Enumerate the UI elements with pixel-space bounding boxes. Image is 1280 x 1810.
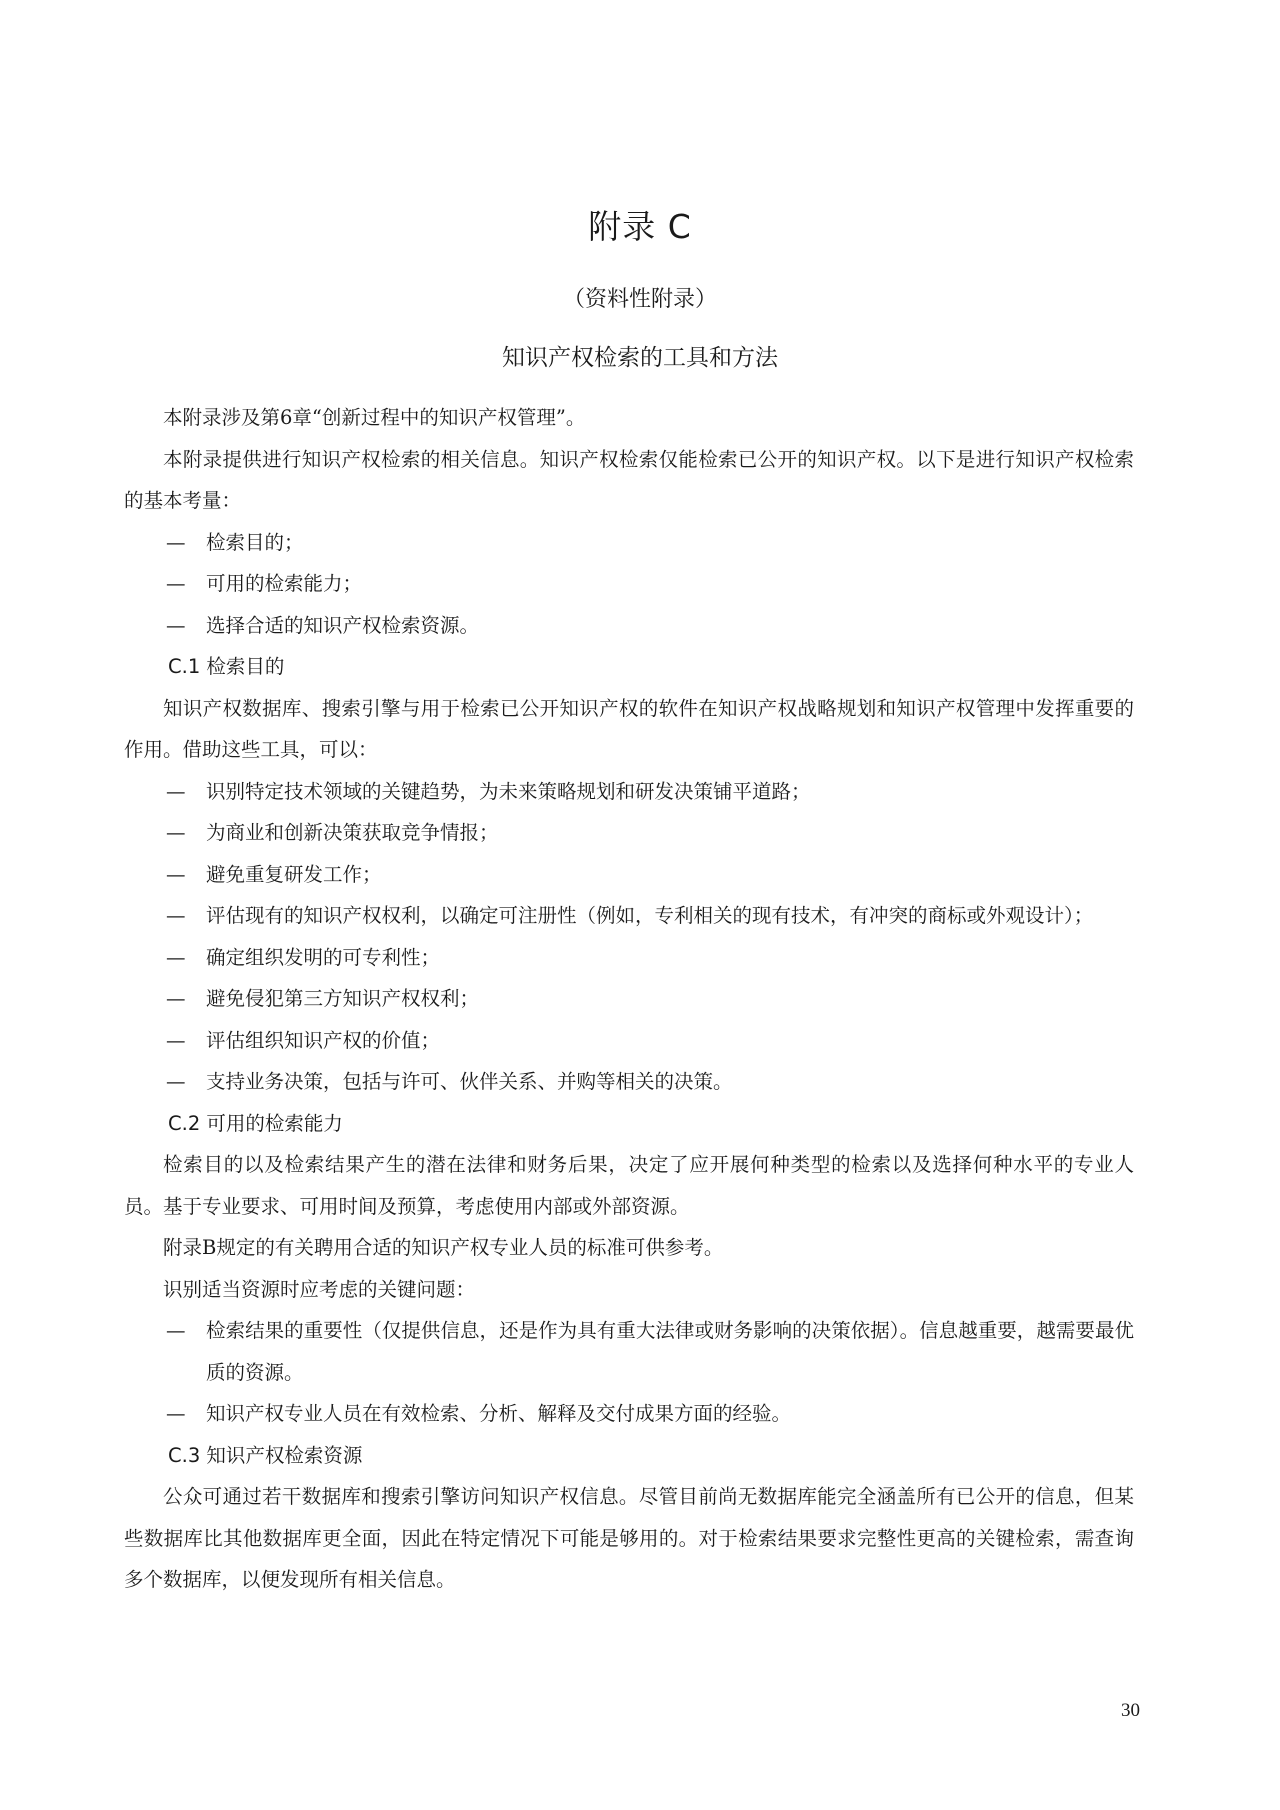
list-item: — 为商业和创新决策获取竞争情报； [166, 821, 499, 844]
list-item: — 检索结果的重要性（仅提供信息，还是作为具有重大法律或财务影响的决策依据）。信息越重要，越需要最优质的资源。 [166, 1319, 1134, 1384]
page-number: 30 [1121, 1700, 1140, 1721]
list-item: — 确定组织发明的可专利性； [166, 945, 441, 969]
c2-paragraph-2: 附录B规定的有关聘用合适的知识产权专业人员的标准可供参考。 [163, 1236, 724, 1259]
document-body [124, 397, 1134, 1601]
section-heading-c3: C.3 知识产权检索资源 [168, 1443, 363, 1467]
list-item: — 支持业务决策，包括与许可、伙伴关系、并购等相关的决策。 [166, 1070, 733, 1093]
list-item: — 检索目的； [166, 530, 304, 554]
list-item: — 知识产权专业人员在有效检索、分析、解释及交付成果方面的经验。 [166, 1402, 792, 1425]
list-item: — 选择合适的知识产权检索资源。 [166, 613, 480, 637]
intro-paragraph-1: 本附录涉及第6章“创新过程中的知识产权管理”。 [163, 406, 586, 429]
c3-paragraph: 公众可通过若干数据库和搜索引擎访问知识产权信息。尽管目前尚无数据库能完全涵盖所有已公开的信息，但某些数据库比其他数据库更全面，因此在特定情况下可能是够用的。对于检索结果要求完整性更高的关键检索，需查询多个数据库，以便发现所有相关信息。 [124, 1485, 1134, 1591]
list-item: — 识别特定技术领域的关键趋势，为未来策略规划和研发决策铺平道路； [166, 779, 811, 803]
section-heading-c1: C.1 检索目的 [168, 655, 285, 678]
list-item: — 评估组织知识产权的价值； [166, 1028, 441, 1052]
section-heading-c2: C.2 可用的检索能力 [168, 1111, 343, 1135]
intro-paragraph-2: 本附录提供进行知识产权检索的相关信息。知识产权检索仅能检索已公开的知识产权。以下是进行知识产权检索的基本考量： [124, 447, 1134, 512]
appendix-title: 附录 C [588, 207, 692, 246]
list-item: — 避免重复研发工作； [166, 862, 382, 886]
c2-paragraph-3: 识别适当资源时应考虑的关键问题： [163, 1277, 476, 1301]
c1-paragraph: 知识产权数据库、搜索引擎与用于检索已公开知识产权的软件在知识产权战略规划和知识产权管理中发挥重要的作用。借助这些工具，可以： [124, 696, 1134, 761]
appendix-subtitle: （资料性附录） [562, 287, 717, 312]
c2-paragraph-1: 检索目的以及检索结果产生的潜在法律和财务后果，决定了应开展何种类型的检索以及选择何种水平的专业人员。基于专业要求、可用时间及预算，考虑使用内部或外部资源。 [124, 1153, 1134, 1218]
appendix-heading: 知识产权检索的工具和方法 [502, 345, 778, 371]
list-item: — 可用的检索能力； [166, 572, 363, 595]
list-item: — 评估现有的知识产权权利，以确定可注册性（例如，专利相关的现有技术，有冲突的商标或外观设计）； [166, 904, 1094, 927]
list-item: — 避免侵犯第三方知识产权权利； [166, 987, 480, 1010]
